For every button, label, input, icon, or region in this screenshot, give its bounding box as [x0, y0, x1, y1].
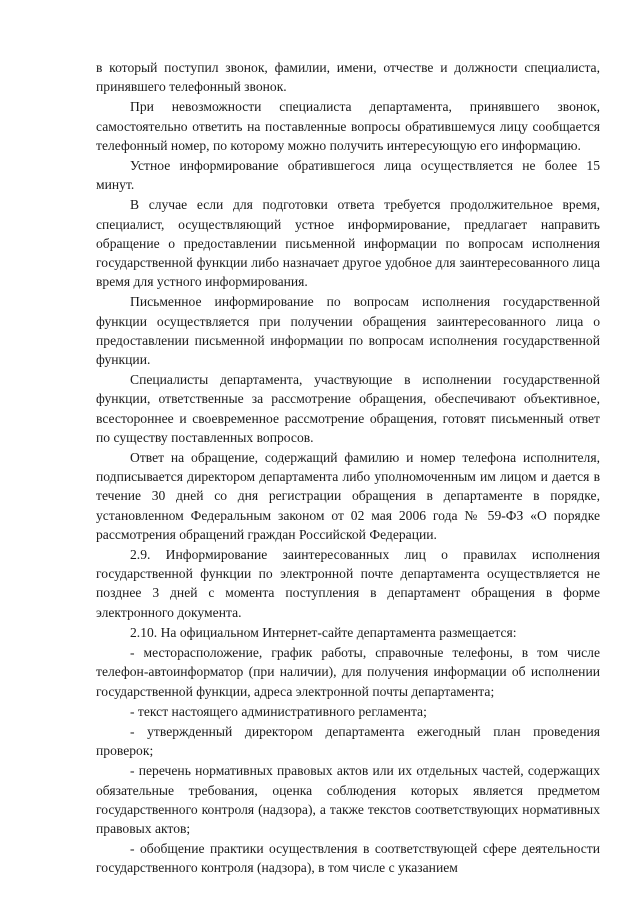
paragraph-oral-duration: Устное информирование обратившегося лица осуществляется не более 15 минут. [96, 158, 600, 193]
paragraph-specialists: Специалисты департамента, участвующие в исполнении государственной функции, ответственные за рассмотрение обращения, обеспечивают объективное, всестороннее и своевременное рассмотрение обращения, готовят письменный ответ по существу поставленных вопросов. [96, 372, 600, 445]
list-item-inspection-plan: - утвержденный директором департамента ежегодный план проведения проверок; [96, 723, 600, 759]
paragraph-section-2-9: 2.9. Информирование заинтересованных лиц о правилах исполнения государственной функции по электронной почте департамента осуществляется не позднее 3 дней с момента поступления в департамент обращения в форме электронного документа. [96, 547, 600, 620]
paragraph-long-preparation: В случае если для подготовки ответа требуется продолжительное время, специалист, осуществляющий устное информирование, предлагает направить обращение о предоставлении письменной информации по вопросам исполнения государственной функции либо назначает другое удобное для заинтересованного лица время для устного информирования. [96, 197, 600, 290]
list-item-location: - месторасположение, график работы, справочные телефоны, в том числе телефон-автоинформатор (при наличии), для получения информации об исполнении государственной функции, адреса электронной почты департамента; [96, 645, 600, 699]
list-item-practice-summary: - обобщение практики осуществления в соответствующей сфере деятельности государственного контроля (надзора), в том числе с указанием [96, 841, 600, 876]
paragraph-response: Ответ на обращение, содержащий фамилию и номер телефона исполнителя, подписывается директором департамента либо уполномоченным им лицом и дается в течение 30 дней со дня регистрации обращения в департаменте в порядке, установленном Федеральным законом от 02 мая 2006 года № 59-ФЗ «О порядке рассмотрения обращений граждан Российской Федерации. [96, 450, 600, 542]
paragraph-section-2-10: 2.10. На официальном Интернет-сайте департамента размещается: [130, 624, 517, 640]
list-item-regulation-text: - текст настоящего административного регламента; [130, 703, 427, 719]
paragraph-call-details: в который поступил звонок, фамилии, имени, отчестве и должности специалиста, принявшего телефонный звонок. [96, 60, 600, 95]
paragraph-phone-referral: При невозможности специалиста департамента, принявшего звонок, самостоятельно ответить на поставленные вопросы обратившемуся лицу сообщается телефонный номер, по которому можно получить интересующую его информацию. [96, 99, 600, 153]
list-item-legal-acts: - перечень нормативных правовых актов или их отдельных частей, содержащих обязательные требования, оценка соблюдения которых является предметом государственного контроля (надзора), а также текстов соответствующих нормативных правовых актов; [96, 763, 600, 836]
paragraph-written-info: Письменное информирование по вопросам исполнения государственной функции осуществляется при получении обращения заинтересованного лица о предоставлении письменной информации по вопросам исполнения государственной функции. [96, 294, 600, 368]
